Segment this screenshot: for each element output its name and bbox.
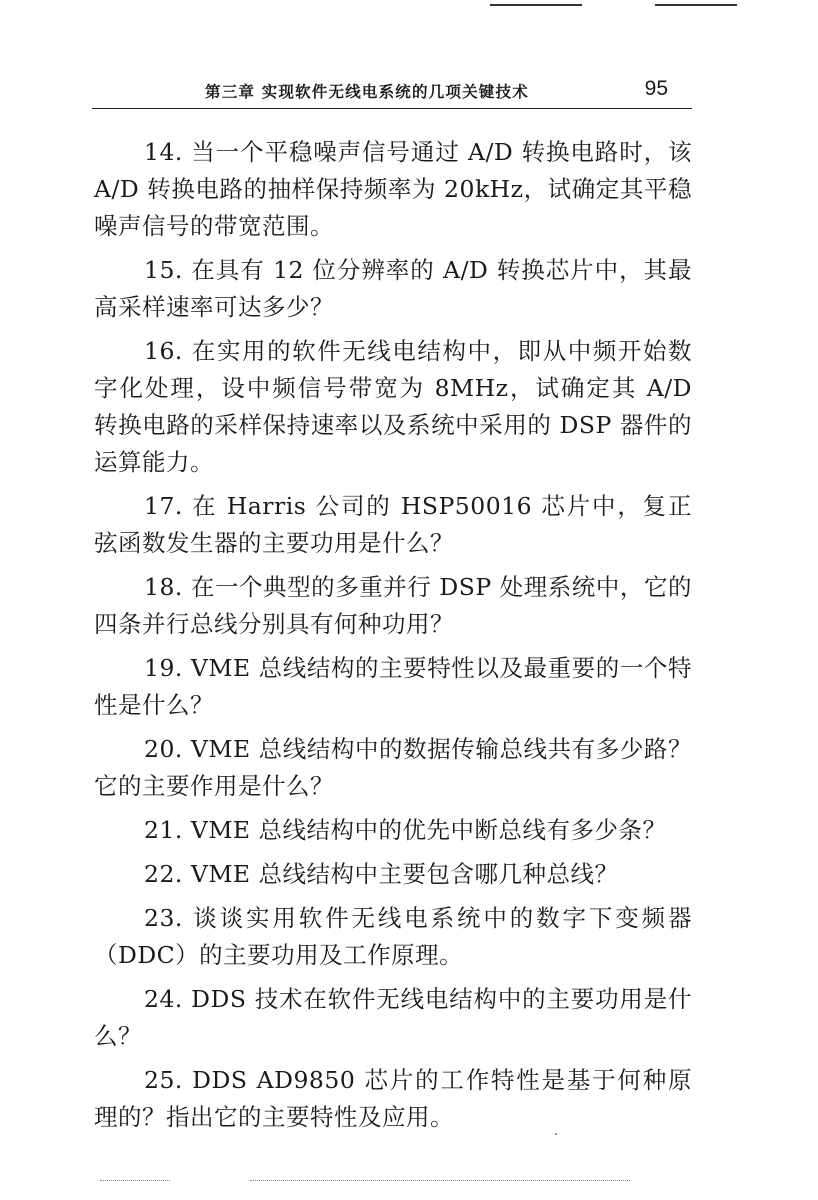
question-list — [94, 134, 692, 1143]
question-25: 25. DDS AD9850 芯片的工作特性是基于何种原理的？指出它的主要特性及应用。 — [94, 1066, 692, 1131]
question-21: 21. VME 总线结构中的优先中断总线有多少条？ — [144, 816, 667, 844]
question-16: 16. 在实用的软件无线电结构中，即从中频开始数字化处理，设中频信号带宽为 8MHz，试确定其 A/D 转换电路的采样保持速率以及系统中采用的 DSP 器件的运算能力。 — [94, 337, 692, 476]
scan-artifact — [100, 1180, 170, 1182]
question-22: 22. VME 总线结构中主要包含哪几种总线？ — [144, 860, 619, 888]
top-edge-mark — [490, 4, 582, 6]
question-20: 20. VME 总线结构中的数据传输总线共有多少路？它的主要作用是什么？ — [94, 735, 692, 800]
chapter-title: 第三章 实现软件无线电系统的几项关键技术 — [205, 83, 529, 101]
question-15: 15. 在具有 12 位分辨率的 A/D 转换芯片中，其最高采样速率可达多少？ — [94, 256, 692, 321]
top-edge-mark — [655, 4, 737, 6]
scan-artifact — [555, 1133, 557, 1135]
question-14: 14. 当一个平稳噪声信号通过 A/D 转换电路时，该 A/D 转换电路的抽样保持频率为 20kHz，试确定其平稳噪声信号的带宽范围。 — [94, 138, 692, 240]
question-19: 19. VME 总线结构的主要特性以及最重要的一个特性是什么？ — [94, 654, 692, 719]
page-number: 95 — [644, 77, 668, 100]
scan-artifact — [250, 1180, 630, 1182]
running-header — [92, 76, 692, 110]
question-23: 23. 谈谈实用软件无线电系统中的数字下变频器（DDC）的主要功用及工作原理。 — [94, 904, 692, 969]
question-17: 17. 在 Harris 公司的 HSP50016 芯片中，复正弦函数发生器的主要功用是什么？ — [94, 492, 692, 557]
question-24: 24. DDS 技术在软件无线电结构中的主要功用是什么？ — [94, 985, 692, 1050]
question-18: 18. 在一个典型的多重并行 DSP 处理系统中，它的四条并行总线分别具有何种功用？ — [94, 573, 692, 638]
header-rule — [92, 108, 692, 109]
